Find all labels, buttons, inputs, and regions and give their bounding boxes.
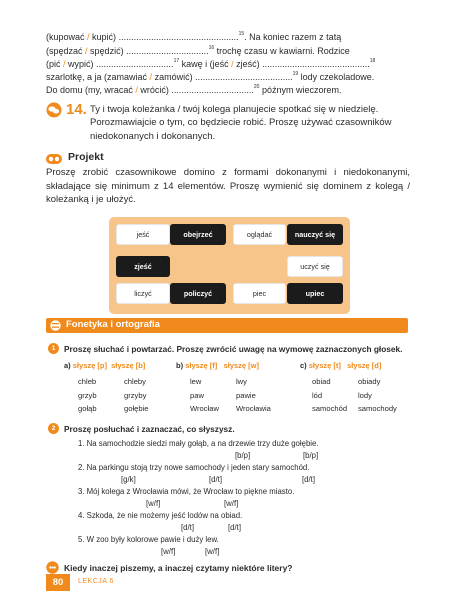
sentence: 4. Szkoda, że nie możemy jeść lodów na obiad. — [78, 511, 243, 520]
word-column-c1 — [312, 375, 347, 416]
word: obiady — [358, 377, 381, 386]
task-number-badge: 1 — [48, 343, 59, 354]
sentence: 5. W zoo były kolorowe pawie i duży lew. — [78, 535, 219, 544]
word: grzyb — [78, 390, 97, 400]
word: chleby — [124, 377, 146, 386]
task-2-instruction: Proszę posłuchać i zaznaczać, co słyszysz. — [64, 424, 235, 434]
sound-choice[interactable]: [w/f] — [224, 499, 239, 508]
domino-tile: upiec — [287, 283, 343, 304]
fill-line-2: (spędzać / spędzić) .................................$^{16}$ trochę czasu w kawiarni. Rodzice — [46, 45, 350, 56]
lesson-label: LEKCJA 6 — [78, 578, 114, 585]
word: grzyby — [124, 390, 147, 400]
word: lód — [312, 390, 323, 400]
sound-choice[interactable]: [w/f] — [161, 547, 176, 556]
domino-tile: oglądać — [233, 224, 286, 245]
group-b-header: b) słyszę [f] słyszę [w] — [176, 361, 259, 370]
word-column-a1 — [78, 375, 97, 416]
sentence: 2. Na parkingu stoją trzy nowe samochody i jeden stary samochód. — [78, 463, 310, 472]
domino-tile: zjeść — [116, 256, 170, 277]
word: paw — [190, 390, 204, 400]
fill-line-4: szarlotkę, a ja (zamawiać / zamówić) .......................................$^{19}$ lody czekoladowe. — [46, 71, 375, 82]
word-column-b1 — [190, 375, 219, 416]
section-bar — [46, 318, 408, 333]
sound-choice[interactable]: [g/k] — [121, 475, 136, 484]
word: obiad — [312, 377, 331, 386]
sound-choice[interactable]: [d/t] — [228, 523, 242, 532]
task-number-badge: 2 — [48, 423, 59, 434]
sound-choice[interactable]: [d/t] — [181, 523, 195, 532]
sound-choice[interactable]: [d/t] — [209, 475, 223, 484]
question-text: Kiedy inaczej piszemy, a inaczej czytamy niektóre litery? — [64, 563, 293, 573]
domino-tile: nauczyć się — [287, 224, 343, 245]
word: samochody — [358, 404, 397, 413]
word: chleb — [78, 377, 97, 386]
exercise-14-text: Ty i twoja koleżanka / twój kolega planujecie spotkać się w niedzielę. Porozmawiajcie o tym, co będziecie robić. Proszę używać czasowników niedokonanych i dokonanych. — [90, 104, 392, 142]
project-title: Projekt — [68, 151, 104, 163]
answer-blank[interactable]: ....................................... — [195, 72, 293, 82]
task-1-instruction: Proszę słuchać i powtarzać. Proszę zwrócić uwagę na wymowę zaznaczonych głosek. — [64, 344, 403, 354]
answer-blank[interactable]: ................................. — [171, 85, 254, 95]
answer-blank[interactable]: ............................... — [96, 59, 174, 69]
group-c-header: c) słyszę [t] słyszę [d] — [300, 361, 382, 370]
domino-board — [109, 217, 350, 314]
sound-choice[interactable]: [w/f] — [146, 499, 161, 508]
page-number: 80 — [46, 574, 70, 591]
fill-line-1: (kupować / kupić) ................................................$^{15}$. Na koniec razem z tatą — [46, 31, 342, 42]
sound-choice[interactable]: [w/f] — [205, 547, 220, 556]
answer-blank[interactable]: ................................. — [126, 46, 209, 56]
word: gołąb — [78, 404, 97, 413]
exercise-14-icon — [46, 102, 62, 123]
sound-choice[interactable]: [b/p] — [235, 451, 251, 460]
section-title: Fonetyka i ortografia — [66, 319, 160, 330]
word: lwy — [236, 377, 247, 386]
word: lew — [190, 377, 202, 386]
word: Wrocław — [190, 404, 219, 413]
answer-blank[interactable]: ................................................ — [118, 32, 239, 42]
sound-choice[interactable]: [d/t] — [302, 475, 316, 484]
word-column-b2 — [236, 375, 271, 416]
project-text: Proszę zrobić czasownikowe domino z formami dokonanymi i niedokonanymi, składające się minimum z 14 elementów. Proszę wymienić się dominem z kolegą / koleżanką i je ułożyć. — [46, 167, 410, 206]
word: samochód — [312, 404, 348, 413]
domino-tile: piec — [233, 283, 286, 304]
domino-tile: policzyć — [170, 283, 226, 304]
sentence: 3. Mój kolega z Wrocławia mówi, że Wrocław to piękne miasto. — [78, 487, 295, 496]
exercise-number: 14. — [66, 101, 87, 118]
domino-tile: liczyć — [116, 283, 170, 304]
domino-tile: obejrzeć — [170, 224, 226, 245]
domino-tile: uczyć się — [287, 256, 343, 277]
word-column-c2 — [358, 375, 397, 416]
word: gołębie — [124, 404, 149, 413]
word-column-a2 — [124, 375, 149, 416]
fill-line-5: Do domu (my, wracać / wrócić) .................................$^{20}$ późnym wieczorem. — [46, 84, 342, 95]
answer-blank[interactable]: ........................................... — [262, 59, 370, 69]
word: lody — [358, 390, 372, 400]
sound-choice[interactable]: [b/p] — [303, 451, 319, 460]
phonetics-icon — [50, 320, 61, 331]
fill-line-3: (pić / wypić) ...............................$^{17}$ kawę i (jeść / zjeść) ...........................................$^{18}$ — [46, 58, 376, 69]
domino-tile: jeść — [116, 224, 170, 245]
word: Wrocławia — [236, 404, 271, 413]
word: pawie — [236, 390, 256, 400]
group-a-header: a) słyszę [p] słyszę [b] — [64, 361, 146, 370]
sentence: 1. Na samochodzie siedzi mały gołąb, a na drzewie trzy duże gołębie. — [78, 439, 319, 448]
